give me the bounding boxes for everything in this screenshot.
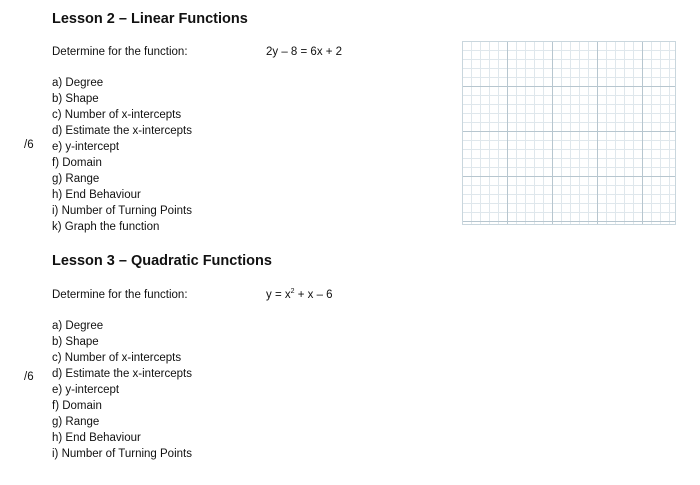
equation-exponent: 2 xyxy=(290,288,295,296)
list-item: k) Graph the function xyxy=(52,221,160,233)
lesson2-title: Lesson 2 – Linear Functions xyxy=(52,11,248,27)
list-item: e) y-intercept xyxy=(52,384,120,396)
list-item: a) Degree xyxy=(52,320,104,332)
lesson3-question-list xyxy=(52,318,192,462)
list-item: b) Shape xyxy=(52,93,99,105)
list-item: h) End Behaviour xyxy=(52,432,141,444)
list-item: g) Range xyxy=(52,173,100,185)
list-item: c) Number of x-intercepts xyxy=(52,352,182,364)
list-item: a) Degree xyxy=(52,77,104,89)
list-item: e) y-intercept xyxy=(52,141,120,153)
list-item: d) Estimate the x-intercepts xyxy=(52,368,192,380)
lesson2-score: /6 xyxy=(24,139,34,151)
equation-rhs: + x – 6 xyxy=(294,289,333,301)
lesson2-question-list xyxy=(52,75,192,235)
graph-paper xyxy=(462,41,676,225)
list-item: g) Range xyxy=(52,416,100,428)
list-item: i) Number of Turning Points xyxy=(52,448,192,460)
list-item: f) Domain xyxy=(52,400,102,412)
list-item: i) Number of Turning Points xyxy=(52,205,192,217)
list-item: h) End Behaviour xyxy=(52,189,141,201)
list-item: d) Estimate the x-intercepts xyxy=(52,125,192,137)
lesson2-prompt: Determine for the function: xyxy=(52,46,188,58)
lesson3-title: Lesson 3 – Quadratic Functions xyxy=(52,253,272,269)
lesson3-equation xyxy=(266,289,333,301)
list-item: b) Shape xyxy=(52,336,99,348)
list-item: c) Number of x-intercepts xyxy=(52,109,182,121)
equation-lhs: y = x xyxy=(266,289,291,301)
list-item: f) Domain xyxy=(52,157,102,169)
lesson2-equation: 2y – 8 = 6x + 2 xyxy=(266,46,343,58)
lesson3-prompt: Determine for the function: xyxy=(52,289,188,301)
lesson3-score: /6 xyxy=(24,371,34,383)
